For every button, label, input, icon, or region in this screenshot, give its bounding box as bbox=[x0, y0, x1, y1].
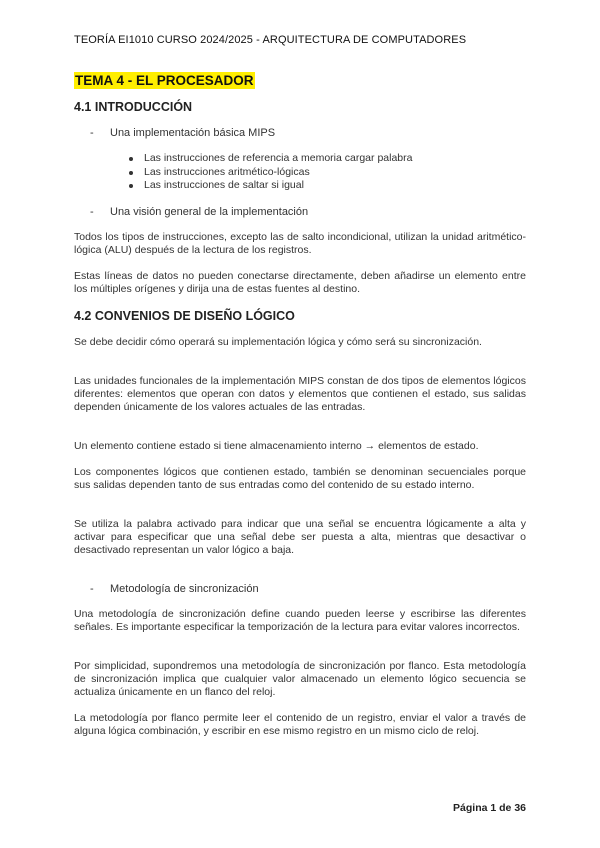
chapter-title: TEMA 4 - EL PROCESADOR bbox=[75, 73, 254, 88]
paragraph: Todos los tipos de instrucciones, excepto las de salto incondicional, utilizan la unidad aritmético-lógica (ALU) después de la lectura de los registros. bbox=[74, 231, 526, 256]
bullet-item: Las instrucciones de referencia a memoria cargar palabra bbox=[126, 152, 412, 166]
section-heading-design: 4.2 CONVENIOS DE DISEÑO LÓGICO bbox=[74, 309, 295, 323]
dash-item-text: Una implementación básica MIPS bbox=[110, 127, 276, 139]
paragraph: La metodología por flanco permite leer el contenido de un registro, enviar el valor a través de alguna lógica combinación, y escribir en ese mismo registro en un mismo ciclo de reloj. bbox=[74, 712, 526, 737]
paragraph: Se debe decidir cómo operará su implementación lógica y cómo será su sincronización. bbox=[74, 336, 482, 348]
paragraph: Los componentes lógicos que contienen estado, también se denominan secuenciales porque sus salidas dependen tanto de sus entradas como del contenido de su estado interno. bbox=[74, 466, 526, 491]
dash-mark: - bbox=[90, 583, 94, 595]
paragraph: Se utiliza la palabra activado para indicar que una señal se encuentra lógicamente a alta y activar para especificar que una señal debe ser puesta a alta, mientras que desactivar o desactivado representan un valor lógico a baja. bbox=[74, 518, 526, 556]
paragraph: Estas líneas de datos no pueden conectarse directamente, deben añadirse un elemento entre los múltiples orígenes y dirija una de estas fuentes al destino. bbox=[74, 270, 526, 295]
page-header: TEORÍA EI1010 CURSO 2024/2025 - ARQUITECTURA DE COMPUTADORES bbox=[74, 34, 467, 46]
dash-item-mips bbox=[90, 127, 275, 139]
section-heading-intro: 4.1 INTRODUCCIÓN bbox=[74, 100, 193, 114]
dash-item-text: Una visión general de la implementación bbox=[110, 206, 309, 218]
paragraph: Un elemento contiene estado si tiene almacenamiento interno → elementos de estado. bbox=[74, 440, 479, 452]
dash-mark: - bbox=[90, 206, 94, 218]
bullet-item: Las instrucciones de saltar si igual bbox=[126, 179, 412, 193]
paragraph: Las unidades funcionales de la implementación MIPS constan de dos tipos de elementos lógicos diferentes: elementos que operan con datos y elementos que contienen el estado, sus salidas dependen únicamente de los valores actuales de las entradas. bbox=[74, 375, 526, 413]
paragraph: Por simplicidad, supondremos una metodología de sincronización por flanco. Esta metodología de sincronización implica que cualquier valor almacenado un elemento lógico secuencia se actualiza únicamente en un flanco del reloj. bbox=[74, 660, 526, 698]
dash-item-sync bbox=[90, 583, 259, 595]
dash-item-text: Metodología de sincronización bbox=[110, 583, 259, 595]
bullet-item: Las instrucciones aritmético-lógicas bbox=[126, 166, 412, 180]
bullet-list bbox=[126, 152, 412, 193]
page-number: Página 1 de 36 bbox=[453, 802, 526, 814]
paragraph: Una metodología de sincronización define cuando pueden leerse y escribirse las diferentes señales. Es importante especificar la temporización de la lectura para evitar valores incorrectos. bbox=[74, 608, 526, 633]
dash-item-overview bbox=[90, 206, 308, 218]
dash-mark: - bbox=[90, 127, 94, 139]
